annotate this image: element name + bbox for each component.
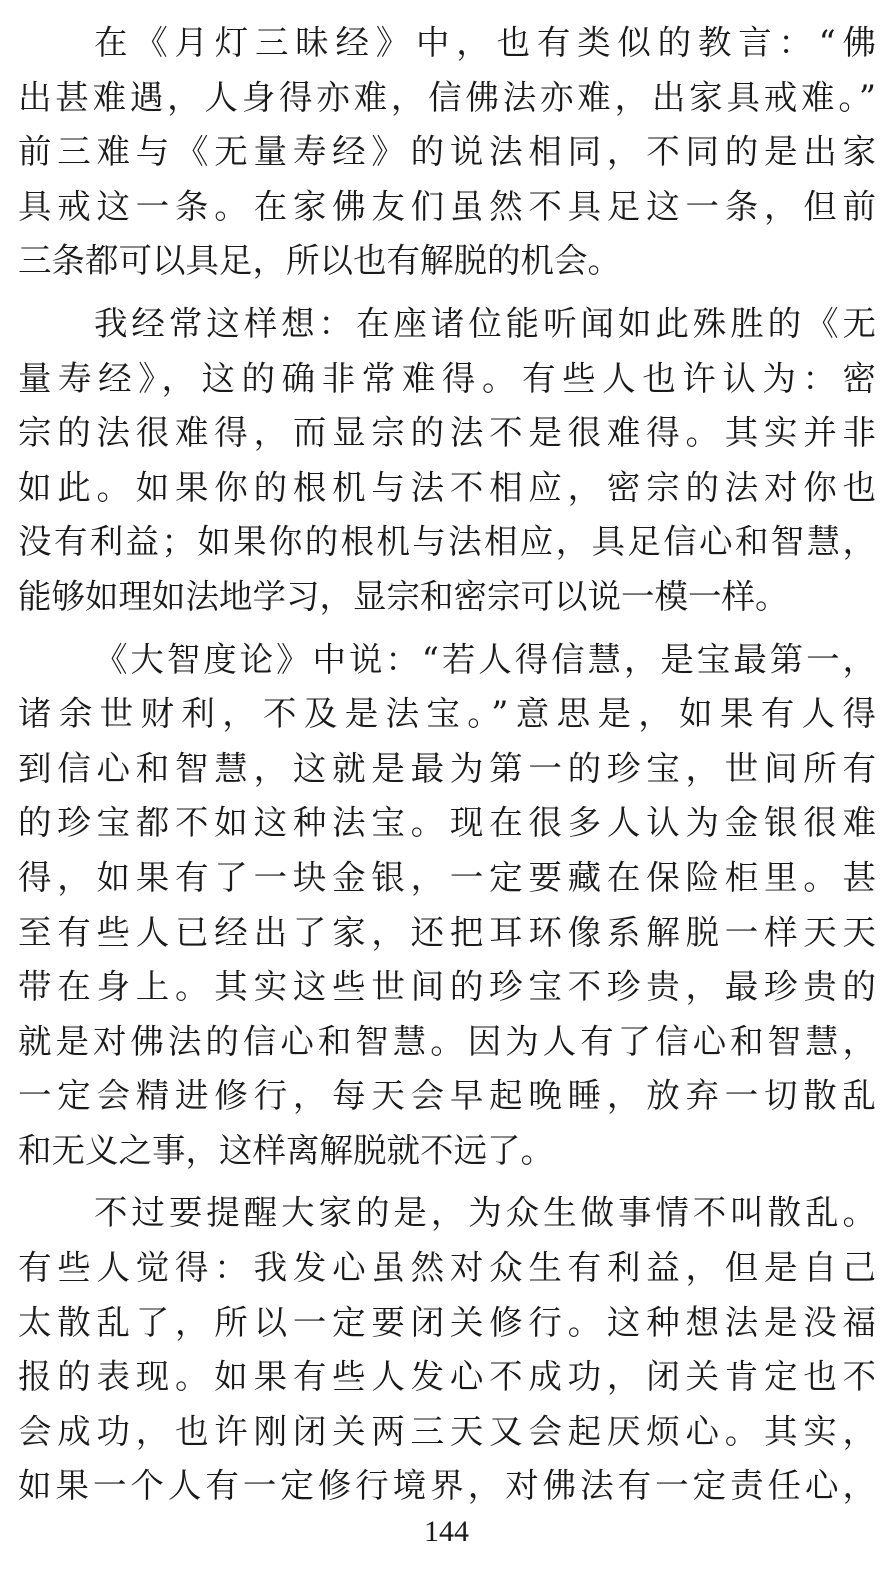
paragraph-gap	[18, 1178, 876, 1186]
text-line: 太散乱了，所以一定要闭关修行。这种想法是没福	[18, 1302, 876, 1342]
text-line: 到信心和智慧，这就是最为第一的珍宝，世间所有	[18, 748, 876, 788]
text-line: 如此。如果你的根机与法不相应，密宗的法对你也	[18, 467, 876, 507]
text-line: 就是对佛法的信心和智慧。因为人有了信心和智慧，	[18, 1021, 876, 1061]
text-line: 在《月灯三昧经》中，也有类似的教言：“佛	[94, 23, 876, 62]
paragraph-gap	[18, 289, 876, 297]
paragraph-4	[18, 1186, 876, 1514]
text-line: 会成功，也许刚闭关两三天又会起厌烦心。其实，	[18, 1411, 876, 1451]
paragraph-2	[18, 297, 876, 625]
text-line: 三条都可以具足，所以也有解脱的机会。	[18, 241, 621, 281]
text-line: 得，如果有了一块金银，一定要藏在保险柜里。甚	[18, 857, 876, 897]
text-line: 一定会精进修行，每天会早起晚睡，放弃一切散乱	[18, 1076, 876, 1116]
text-line: 带在身上。其实这些世间的珍宝不珍贵，最珍贵的	[18, 967, 876, 1007]
paragraph-gap	[18, 625, 876, 633]
text-line: 没有利益；如果你的根机与法相应，具足信心和智慧，	[18, 522, 876, 562]
text-line: 《大智度论》中说：“若人得信慧，是宝最第一，	[94, 639, 876, 679]
text-line: 具戒这一条。在家佛友们虽然不具足这一条，但前	[18, 186, 876, 226]
text-line: 的珍宝都不如这种法宝。现在很多人认为金银很难	[18, 803, 876, 843]
text-line: 我经常这样想：在座诸位能听闻如此殊胜的《无	[94, 303, 876, 343]
text-line: 能够如理如法地学习，显宗和密宗可以说一模一样。	[18, 576, 789, 616]
text-line: 量寿经》，这的确非常难得。有些人也许认为：密	[18, 358, 876, 398]
text-line: 如果一个人有一定修行境界，对佛法有一定责任心，	[18, 1466, 876, 1506]
body-text	[18, 16, 876, 1514]
paragraph-3	[18, 633, 876, 1179]
text-line: 和无义之事，这样离解脱就不远了。	[18, 1130, 554, 1170]
text-line: 报的表现。如果有些人发心不成功，闭关肯定也不	[18, 1357, 876, 1397]
text-line: 宗的法很难得，而显宗的法不是很难得。其实并非	[18, 413, 876, 453]
paragraph-1	[18, 16, 876, 289]
text-line: 出甚难遇，人身得亦难，信佛法亦难，出家具戒难。”	[18, 77, 876, 117]
text-line: 诸余世财利，不及是法宝。”意思是，如果有人得	[18, 694, 876, 734]
text-line: 有些人觉得：我发心虽然对众生有利益，但是自己	[18, 1248, 876, 1288]
text-line: 前三难与《无量寿经》的说法相同，不同的是出家	[18, 132, 876, 172]
text-line: 不过要提醒大家的是，为众生做事情不叫散乱。	[94, 1193, 876, 1233]
text-line: 至有些人已经出了家，还把耳环像系解脱一样天天	[18, 912, 876, 952]
page-number: 144	[424, 1515, 469, 1548]
